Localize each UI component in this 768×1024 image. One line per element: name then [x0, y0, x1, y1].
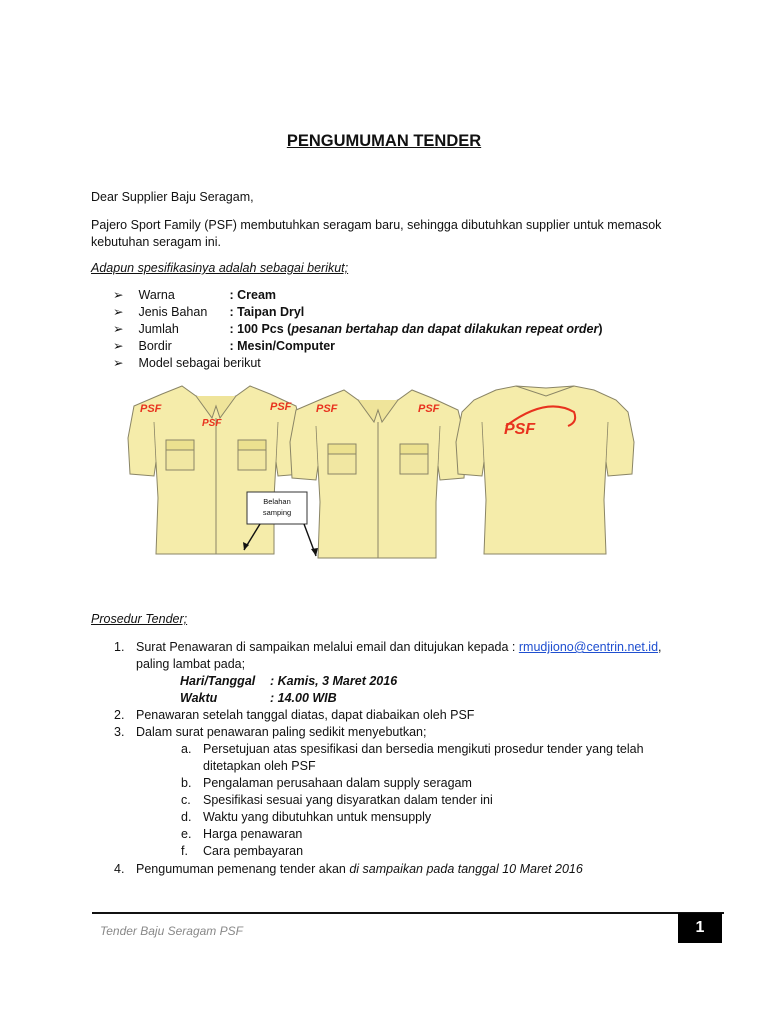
arrow-bullet-icon: ➢ [113, 339, 124, 353]
shirt2-shoulder-logo: PSF [418, 403, 440, 415]
spec-heading: Adapun spesifikasinya adalah sebagai berikut; [91, 261, 349, 275]
subitem-a: a. Persetujuan atas spesifikasi dan bersedia mengikuti prosedur tender yang telah [181, 742, 644, 756]
procedure-item-4: 4. Pengumuman pemenang tender akan di sampaikan pada tanggal 10 Maret 2016 [114, 862, 583, 876]
shirt-back [456, 386, 634, 554]
deadline-time: Waktu : 14.00 WIB [180, 691, 337, 705]
shirt-illustration [120, 378, 640, 578]
shirt1-shoulder-logo: PSF [270, 401, 292, 413]
procedure-item-3: 3. Dalam surat penawaran paling sedikit menyebutkan; [114, 725, 427, 739]
spec-item-bahan [113, 304, 304, 319]
callout-box [247, 492, 307, 524]
spec-note: pesanan bertahap dan dapat dilakukan repeat order [291, 322, 599, 336]
spec-item-jumlah [113, 321, 603, 336]
subitem-b: b. Pengalaman perusahaan dalam supply seragam [181, 776, 472, 790]
arrow-bullet-icon: ➢ [113, 305, 124, 319]
greeting: Dear Supplier Baju Seragam, [91, 190, 254, 204]
paren-open: ( [283, 322, 292, 336]
arrow-bullet-icon: ➢ [113, 322, 124, 336]
spec-item-model [113, 355, 261, 370]
subitem-a-line2: ditetapkan oleh PSF [203, 759, 316, 773]
spec-value: : Mesin/Computer [229, 339, 336, 353]
spec-label: Model sebagai berikut [138, 356, 261, 370]
spec-value: : 100 Pcs [229, 322, 284, 336]
spec-label: Warna [138, 288, 175, 302]
shirt1-sleeve-logo: PSF [140, 403, 162, 415]
paren-close: ) [598, 322, 603, 336]
subitem-d: d. Waktu yang dibutuhkan untuk mensupply [181, 810, 432, 824]
shirt3-back-logo: PSF [504, 421, 536, 438]
subitem-e: e. Harga penawaran [181, 827, 303, 841]
shirt-front-right [290, 390, 466, 558]
procedure-item-1-line2: paling lambat pada; [136, 657, 246, 671]
spec-item-warna [113, 287, 276, 302]
spec-label: Jenis Bahan [138, 305, 208, 319]
page-title: PENGUMUMAN TENDER [286, 132, 482, 150]
shirt1-chest-logo: PSF [202, 418, 222, 429]
footer-text: Tender Baju Seragam PSF [100, 924, 243, 938]
spec-item-bordir [113, 338, 335, 353]
arrow-bullet-icon: ➢ [113, 288, 124, 302]
spec-value: : Cream [229, 288, 277, 302]
procedure-item-1: 1. Surat Penawaran di sampaikan melalui email dan ditujukan kepada : rmudjiono@centrin.net.id, [114, 640, 662, 654]
arrow-bullet-icon: ➢ [113, 356, 124, 370]
footer-divider [92, 912, 724, 914]
deadline-date: Hari/Tanggal : Kamis, 3 Maret 2016 [180, 674, 398, 688]
intro-line-1: Pajero Sport Family (PSF) membutuhkan seragam baru, sehingga dibutuhkan supplier untuk memasok [91, 218, 662, 232]
subitem-f: f. Cara pembayaran [181, 844, 304, 858]
procedure-heading: Prosedur Tender; [91, 612, 188, 626]
callout-line-2: samping [262, 508, 292, 517]
spec-label: Jumlah [138, 322, 179, 336]
email-link[interactable]: rmudjiono@centrin.net.id [518, 640, 659, 654]
callout-line-1: Belahan [263, 497, 291, 506]
spec-value: : Taipan Dryl [229, 305, 305, 319]
procedure-item-2: 2. Penawaran setelah tanggal diatas, dapat diabaikan oleh PSF [114, 708, 475, 722]
page-number: 1 [678, 913, 722, 943]
shirt2-sleeve-logo: PSF [316, 403, 338, 415]
subitem-c: c. Spesifikasi sesuai yang disyaratkan dalam tender ini [181, 793, 493, 807]
intro-line-2: kebutuhan seragam ini. [91, 235, 221, 249]
spec-label: Bordir [138, 339, 172, 353]
